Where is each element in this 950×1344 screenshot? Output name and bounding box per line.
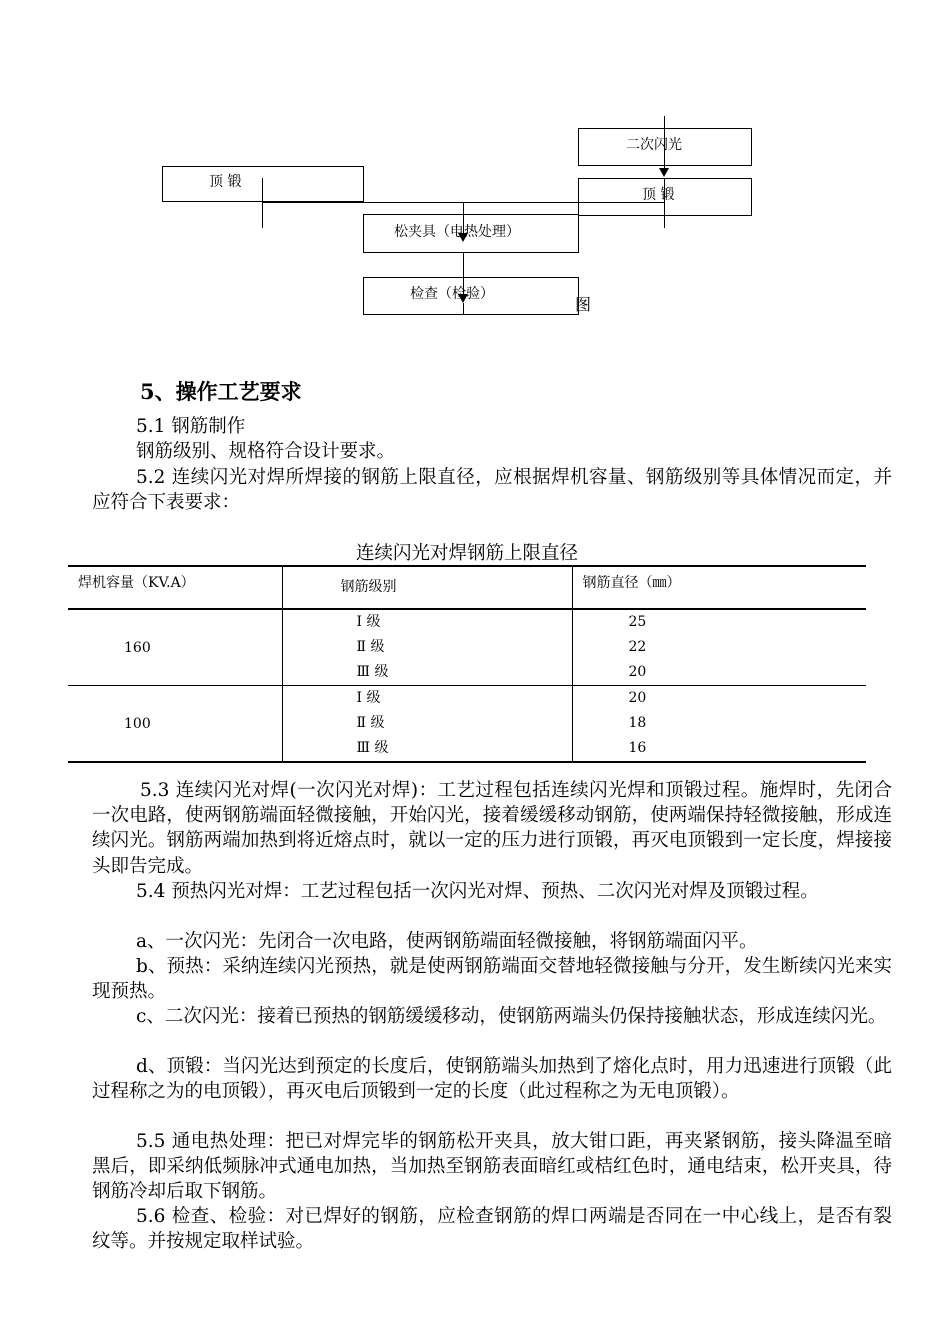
- diameter-cell: [572, 609, 866, 686]
- arrow-head: [458, 294, 468, 303]
- header-grade: 钢筋级别: [282, 566, 572, 609]
- paragraph-5-1-title: 5.1 钢筋制作: [136, 416, 246, 437]
- connector-line: [664, 178, 665, 228]
- connector-line: [463, 253, 464, 295]
- grade-value: Ⅱ 级: [356, 639, 385, 655]
- flow-box-upset-forging-right: 顶 锻: [578, 178, 752, 216]
- diameter-value: 20: [628, 690, 647, 706]
- paragraph-5-4-c: c、二次闪光：接着已预热的钢筋缓缓移动，使钢筋两端头仍保持接触状态，形成连续闪光。: [136, 1006, 887, 1027]
- capacity-cell: 100: [68, 686, 282, 763]
- diameter-value: 16: [628, 740, 647, 756]
- paragraph-5-4-b: b、预热：采纳连续闪光预热，就是使两钢筋端面交替地轻微接触与分开，发生断续闪光来实现预热。: [92, 956, 892, 1003]
- flow-box-second-flash: 二次闪光: [578, 128, 752, 166]
- table-row: [68, 686, 866, 763]
- arrow-head: [458, 233, 468, 242]
- grade-value: Ⅰ 级: [356, 690, 381, 706]
- flow-box-upset-forging-left: 顶 锻: [162, 166, 364, 202]
- diameter-value: 22: [628, 639, 647, 655]
- paragraph-5-4: 5.4 预热闪光对焊：工艺过程包括一次闪光对焊、预热、二次闪光对焊及顶锻过程。: [136, 881, 819, 902]
- connector-line: [262, 178, 263, 228]
- connector-line: [463, 303, 464, 315]
- grade-value: Ⅱ 级: [356, 715, 385, 731]
- section-heading: 5、操作工艺要求: [140, 379, 302, 404]
- grade-value: Ⅲ 级: [356, 740, 389, 756]
- paragraph-5-2: 5.2 连续闪光对焊所焊接的钢筋上限直径，应根据焊机容量、钢筋级别等具体情况而定，并应符合下表要求：: [92, 467, 892, 514]
- stray-mark: 图: [575, 295, 592, 314]
- paragraph-5-5: 5.5 通电热处理：把已对焊完毕的钢筋松开夹具，放大钳口距，再夹紧钢筋，接头降温至暗黑后，即采纳低频脉冲式通电加热，当加热至钢筋表面暗红或桔红色时，通电结束，松开夹具，待钢筋冷却后取下钢筋。: [92, 1131, 892, 1203]
- grade-cell: [282, 686, 572, 763]
- diameter-value: 25: [628, 614, 647, 630]
- grade-value: Ⅰ 级: [356, 614, 381, 630]
- paragraph-5-1-body: 钢筋级别、规格符合设计要求。: [136, 441, 396, 462]
- capacity-cell: 160: [68, 609, 282, 686]
- flow-box-inspection: 检查（检验）: [363, 277, 579, 315]
- arrow-head: [659, 168, 669, 177]
- paragraph-5-4-a: a、一次闪光：先闭合一次电路，使两钢筋端面轻微接触，将钢筋端面闪平。: [136, 931, 758, 952]
- table-caption: 连续闪光对焊钢筋上限直径: [355, 543, 578, 564]
- flow-box-release-clamp: 松夹具（电热处理）: [363, 214, 579, 253]
- diameter-limit-table: [68, 565, 866, 763]
- connector-line: [664, 116, 665, 168]
- grade-cell: [282, 609, 572, 686]
- paragraph-5-6: 5.6 检查、检验：对已焊好的钢筋，应检查钢筋的焊口两端是否同在一中心线上，是否有裂纹等。并按规定取样试验。: [92, 1206, 892, 1253]
- header-capacity: 焊机容量（KV.A）: [68, 566, 282, 609]
- table-header-row: [68, 566, 866, 609]
- diameter-value: 18: [628, 715, 647, 731]
- grade-value: Ⅲ 级: [356, 664, 389, 680]
- diameter-cell: [572, 686, 866, 763]
- header-diameter: 钢筋直径（㎜）: [572, 566, 866, 609]
- paragraph-5-3: 5.3 连续闪光对焊(一次闪光对焊)：工艺过程包括连续闪光焊和顶锻过程。施焊时，先闭合一次电路，使两钢筋端面轻微接触，开始闪光，接着缓缓移动钢筋，使两端保持轻微接触，形成连续闪光。钢筋两端加热到将近熔点时，就以一定的压力进行顶锻，再灭电顶锻到一定长度，焊接接头即告完成。: [92, 780, 892, 877]
- connector-line: [463, 202, 464, 234]
- paragraph-5-4-d: d、顶锻：当闪光达到预定的长度后，使钢筋端头加热到了熔化点时，用力迅速进行顶锻（此过程称之为的电顶锻），再灭电后顶锻到一定的长度（此过程称之为无电顶锻）。: [92, 1056, 892, 1103]
- table-row: [68, 609, 866, 686]
- diameter-value: 20: [628, 664, 647, 680]
